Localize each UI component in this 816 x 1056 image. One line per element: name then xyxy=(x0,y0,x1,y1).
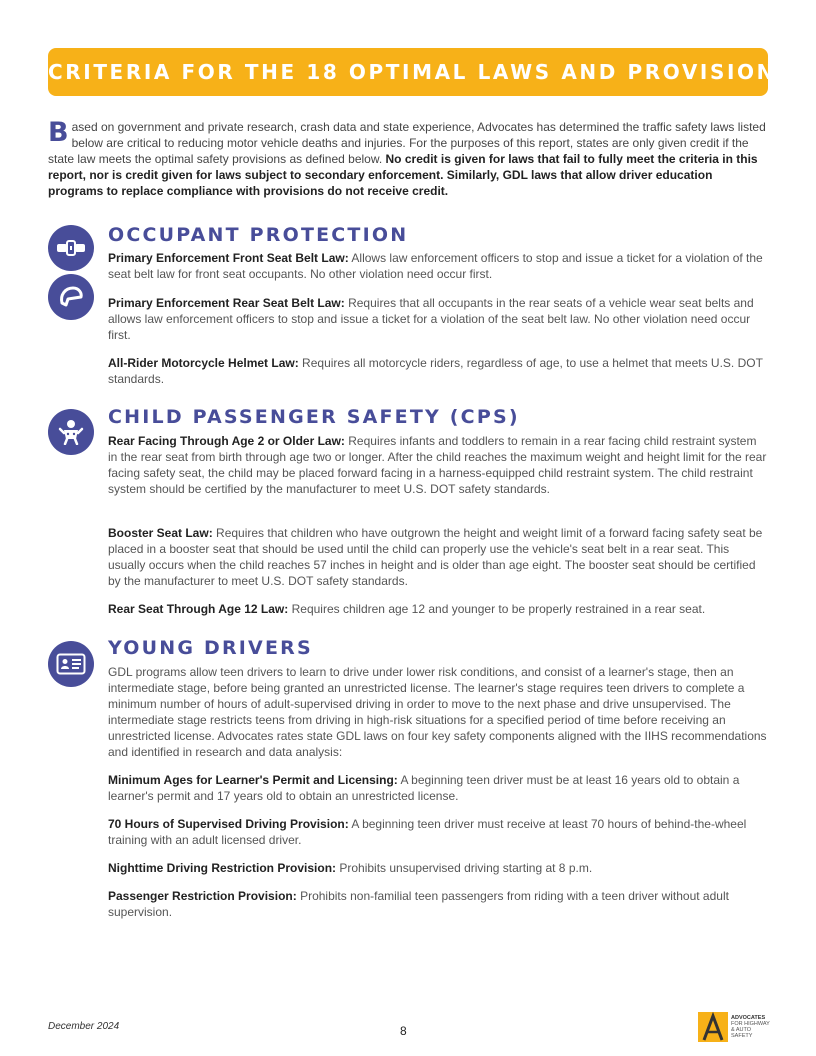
law-term: Primary Enforcement Rear Seat Belt Law: xyxy=(108,296,345,310)
law-desc: Prohibits non-familial teen passengers from riding with a teen driver without adult supervision. xyxy=(108,889,729,919)
law-item xyxy=(108,601,768,617)
page-number: 8 xyxy=(400,1024,407,1038)
law-term: All-Rider Motorcycle Helmet Law: xyxy=(108,356,299,370)
law-desc: Prohibits unsupervised driving starting at 8 p.m. xyxy=(336,861,593,875)
intro-bold-text: No credit is given for laws that fail to fully meet the criteria in this report, nor is credit given for laws subject to secondary enforcement. Similarly, GDL laws that allow driver education programs to replace compliance with provisions do not receive credit. xyxy=(48,152,758,198)
law-term: 70 Hours of Supervised Driving Provision: xyxy=(108,817,349,831)
law-item xyxy=(108,250,768,282)
law-term: Booster Seat Law: xyxy=(108,526,213,540)
law-item xyxy=(108,433,768,497)
logo-line-3: & AUTO SAFETY xyxy=(731,1027,753,1039)
law-term: Minimum Ages for Learner's Permit and Licensing: xyxy=(108,773,398,787)
intro-paragraph xyxy=(48,119,768,199)
law-term: Nighttime Driving Restriction Provision: xyxy=(108,861,337,875)
law-desc: A beginning teen driver must be at least 16 years old to obtain a learner's permit and 17 years old to obtain an unrestricted license. xyxy=(108,773,740,803)
seatbelt-icon xyxy=(48,225,94,271)
law-item xyxy=(108,816,768,848)
law-item xyxy=(108,772,768,804)
law-item xyxy=(108,355,768,387)
law-item xyxy=(108,295,768,343)
logo-line-1: ADVOCATES xyxy=(731,1015,766,1021)
law-desc: Allows law enforcement officers to stop and issue a ticket for a violation of the seat belt law for front seat occupants. No other violation need occur first. xyxy=(108,251,763,281)
law-desc: Requires all motorcycle riders, regardless of age, to use a helmet that meets U.S. DOT standards. xyxy=(108,356,763,386)
law-item xyxy=(108,525,768,589)
advocates-logo xyxy=(698,1012,773,1042)
law-term: Passenger Restriction Provision: xyxy=(108,889,297,903)
section-title-young-drivers: YOUNG DRIVERS xyxy=(108,637,313,659)
young-drivers-paragraph: GDL programs allow teen drivers to learn to drive under lower risk conditions, and consist of a learner's stage, then an intermediate stage, before being granted an unrestricted license. The learner's stage requires teen drivers to complete a minimum number of hours of adult-supervised driving in order to move to the next phase and drive unsupervised. The intermediate stage restricts teens from driving in high-risk situations for a specified period of time before receiving an unrestricted license. Advocates rates state GDL laws on four key safety components aligned with the IIHS recommendations and identified in research and data analysis: xyxy=(108,665,767,759)
law-term: Rear Facing Through Age 2 or Older Law: xyxy=(108,434,345,448)
law-desc: Requires that all occupants in the rear seats of a vehicle wear seat belts and allows law enforcement officers to stop and issue a ticket for a violation of the seat belt law. No other violation need occur first. xyxy=(108,296,754,342)
law-desc: Requires infants and toddlers to remain in a rear facing child restraint system in the rear seat from birth through age two or longer. After the child reaches the maximum weight and height limit for the rear facing safety seat, the child may be placed forward facing in a harness-equipped child restraint system. The child restraint system should be certified by the manufacturer to meet U.S. DOT safety standards. xyxy=(108,434,767,496)
law-desc: A beginning teen driver must receive at least 70 hours of behind-the-wheel training with an adult licensed driver. xyxy=(108,817,747,847)
child-seat-icon xyxy=(48,409,94,455)
section-title-child-passenger-safety: CHILD PASSENGER SAFETY (CPS) xyxy=(108,406,520,428)
page-banner-title: CRITERIA FOR THE 18 OPTIMAL LAWS AND PROVISIONS xyxy=(48,48,768,96)
footer-date: December 2024 xyxy=(48,1021,120,1032)
law-item xyxy=(108,860,768,876)
section-title-occupant-protection: OCCUPANT PROTECTION xyxy=(108,224,409,246)
driver-license-icon xyxy=(48,641,94,687)
intro-dropcap: B xyxy=(48,117,69,148)
logo-line-2: FOR HIGHWAY xyxy=(731,1021,770,1027)
law-item xyxy=(108,888,768,920)
helmet-icon xyxy=(48,274,94,320)
law-term: Primary Enforcement Front Seat Belt Law: xyxy=(108,251,349,265)
intro-text: ased on government and private research, crash data and state experience, Advocates has determined the traffic safety laws listed below are critical to reducing motor vehicle deaths and injuries. For the purposes of this report, states are only given credit if the state law meets the optimal safety provisions as defined below. xyxy=(48,120,766,166)
law-term: Rear Seat Through Age 12 Law: xyxy=(108,602,289,616)
law-desc: Requires that children who have outgrown the height and weight limit of a forward facing safety seat be placed in a booster seat that should be used until the child can properly use the vehicle's seat belt in a rear seat. This usually occurs when the child reaches 57 inches in height and is older than age eight. The booster seat should be certified by the manufacturer to meet U.S. DOT safety standards. xyxy=(108,526,763,588)
advocates-logo-icon xyxy=(698,1012,728,1042)
law-desc: Requires children age 12 and younger to be properly restrained in a rear seat. xyxy=(288,602,706,616)
